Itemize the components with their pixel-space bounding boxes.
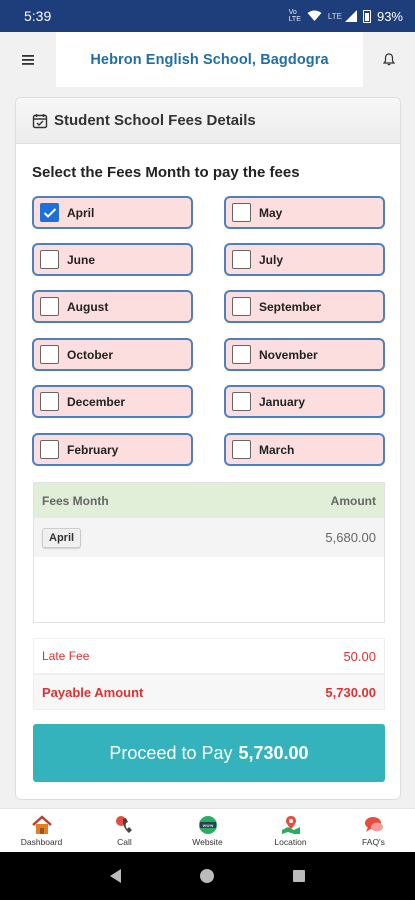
nav-label: Location — [274, 836, 307, 847]
month-label: March — [259, 442, 295, 457]
battery-icon — [363, 10, 371, 23]
late-fee-value: 50.00 — [343, 648, 376, 664]
signal-icon — [345, 10, 357, 22]
app-header — [0, 32, 415, 87]
month-label: August — [67, 299, 109, 314]
wifi-icon — [307, 10, 322, 22]
map-pin-icon — [280, 815, 302, 835]
checkbox-icon[interactable] — [232, 392, 251, 411]
checkbox-icon[interactable] — [40, 345, 59, 364]
proceed-to-pay-button[interactable] — [33, 724, 385, 782]
table-row — [34, 518, 384, 557]
pay-button-amount: 5,730.00 — [238, 742, 309, 763]
nav-location[interactable] — [249, 809, 332, 852]
fees-table — [33, 482, 385, 623]
recent-apps-icon[interactable] — [291, 868, 307, 884]
amount-header: Amount — [330, 493, 376, 508]
month-label: November — [259, 347, 318, 362]
month-option-april[interactable] — [32, 196, 193, 229]
fees-month-header: Fees Month — [42, 493, 109, 508]
calendar-check-icon — [32, 113, 48, 129]
month-label: January — [259, 394, 306, 409]
month-label: June — [67, 252, 96, 267]
card-header — [16, 98, 400, 144]
payable-amount-value: 5,730.00 — [325, 684, 376, 700]
hamburger-menu-icon[interactable] — [0, 32, 55, 87]
payable-amount-label: Payable Amount — [42, 684, 144, 700]
fees-month-badge: April — [42, 528, 81, 548]
fees-details-card — [15, 97, 401, 800]
checkbox-icon[interactable] — [232, 440, 251, 459]
month-option-february[interactable] — [32, 433, 193, 466]
notification-bell-icon[interactable] — [363, 32, 415, 87]
header-title-box — [56, 32, 363, 87]
late-fee-label: Late Fee — [42, 649, 90, 663]
checkbox-icon[interactable] — [232, 297, 251, 316]
select-month-label: Select the Fees Month to pay the fees — [32, 164, 300, 181]
battery-percent: 93% — [376, 8, 403, 24]
back-icon[interactable] — [108, 868, 124, 884]
card-title: Student School Fees Details — [54, 112, 256, 129]
checkbox-checked-icon[interactable] — [40, 203, 59, 222]
checkbox-icon[interactable] — [232, 203, 251, 222]
month-option-january[interactable] — [224, 385, 385, 418]
nav-label: Dashboard — [20, 836, 63, 847]
month-option-may[interactable] — [224, 196, 385, 229]
late-fee-row — [33, 638, 385, 674]
nav-call[interactable] — [83, 809, 166, 852]
house-icon — [31, 815, 53, 835]
month-label: May — [259, 205, 283, 220]
month-option-march[interactable] — [224, 433, 385, 466]
month-option-june[interactable] — [32, 243, 193, 276]
status-bar — [0, 0, 415, 32]
month-option-september[interactable] — [224, 290, 385, 323]
month-label: July — [259, 252, 284, 267]
fees-row-amount: 5,680.00 — [325, 530, 376, 545]
school-title: Hebron English School, Bagdogra — [90, 51, 329, 68]
month-option-november[interactable] — [224, 338, 385, 371]
checkbox-icon[interactable] — [40, 297, 59, 316]
month-label: December — [67, 394, 126, 409]
volte-indicator: Vo LTE — [288, 9, 301, 23]
month-option-october[interactable] — [32, 338, 193, 371]
nav-label: FAQ's — [362, 836, 385, 847]
nav-label: Website — [192, 836, 223, 847]
bottom-navigation — [0, 808, 415, 852]
nav-dashboard[interactable] — [0, 809, 83, 852]
payable-amount-row — [33, 674, 385, 710]
phone-icon — [114, 815, 136, 835]
checkbox-icon[interactable] — [40, 250, 59, 269]
home-icon[interactable] — [199, 868, 215, 884]
month-option-december[interactable] — [32, 385, 193, 418]
nav-faqs[interactable] — [332, 809, 415, 852]
www-icon — [197, 815, 219, 835]
system-navigation-bar — [0, 852, 415, 900]
checkbox-icon[interactable] — [232, 345, 251, 364]
fees-table-header — [34, 483, 384, 518]
checkbox-icon[interactable] — [40, 440, 59, 459]
nav-website[interactable] — [166, 809, 249, 852]
month-label: October — [67, 347, 114, 362]
month-label: September — [259, 299, 322, 314]
month-label: April — [67, 205, 95, 220]
checkbox-icon[interactable] — [232, 250, 251, 269]
pay-button-label: Proceed to Pay — [109, 742, 233, 763]
svg-text:www: www — [201, 823, 214, 829]
status-icons — [289, 9, 403, 24]
checkbox-icon[interactable] — [40, 392, 59, 411]
nav-label: Call — [117, 836, 132, 847]
network-type: LTE — [327, 11, 342, 21]
status-time: 5:39 — [24, 8, 52, 24]
month-label: February — [67, 442, 119, 457]
chat-icon — [363, 815, 385, 835]
month-option-july[interactable] — [224, 243, 385, 276]
month-option-august[interactable] — [32, 290, 193, 323]
